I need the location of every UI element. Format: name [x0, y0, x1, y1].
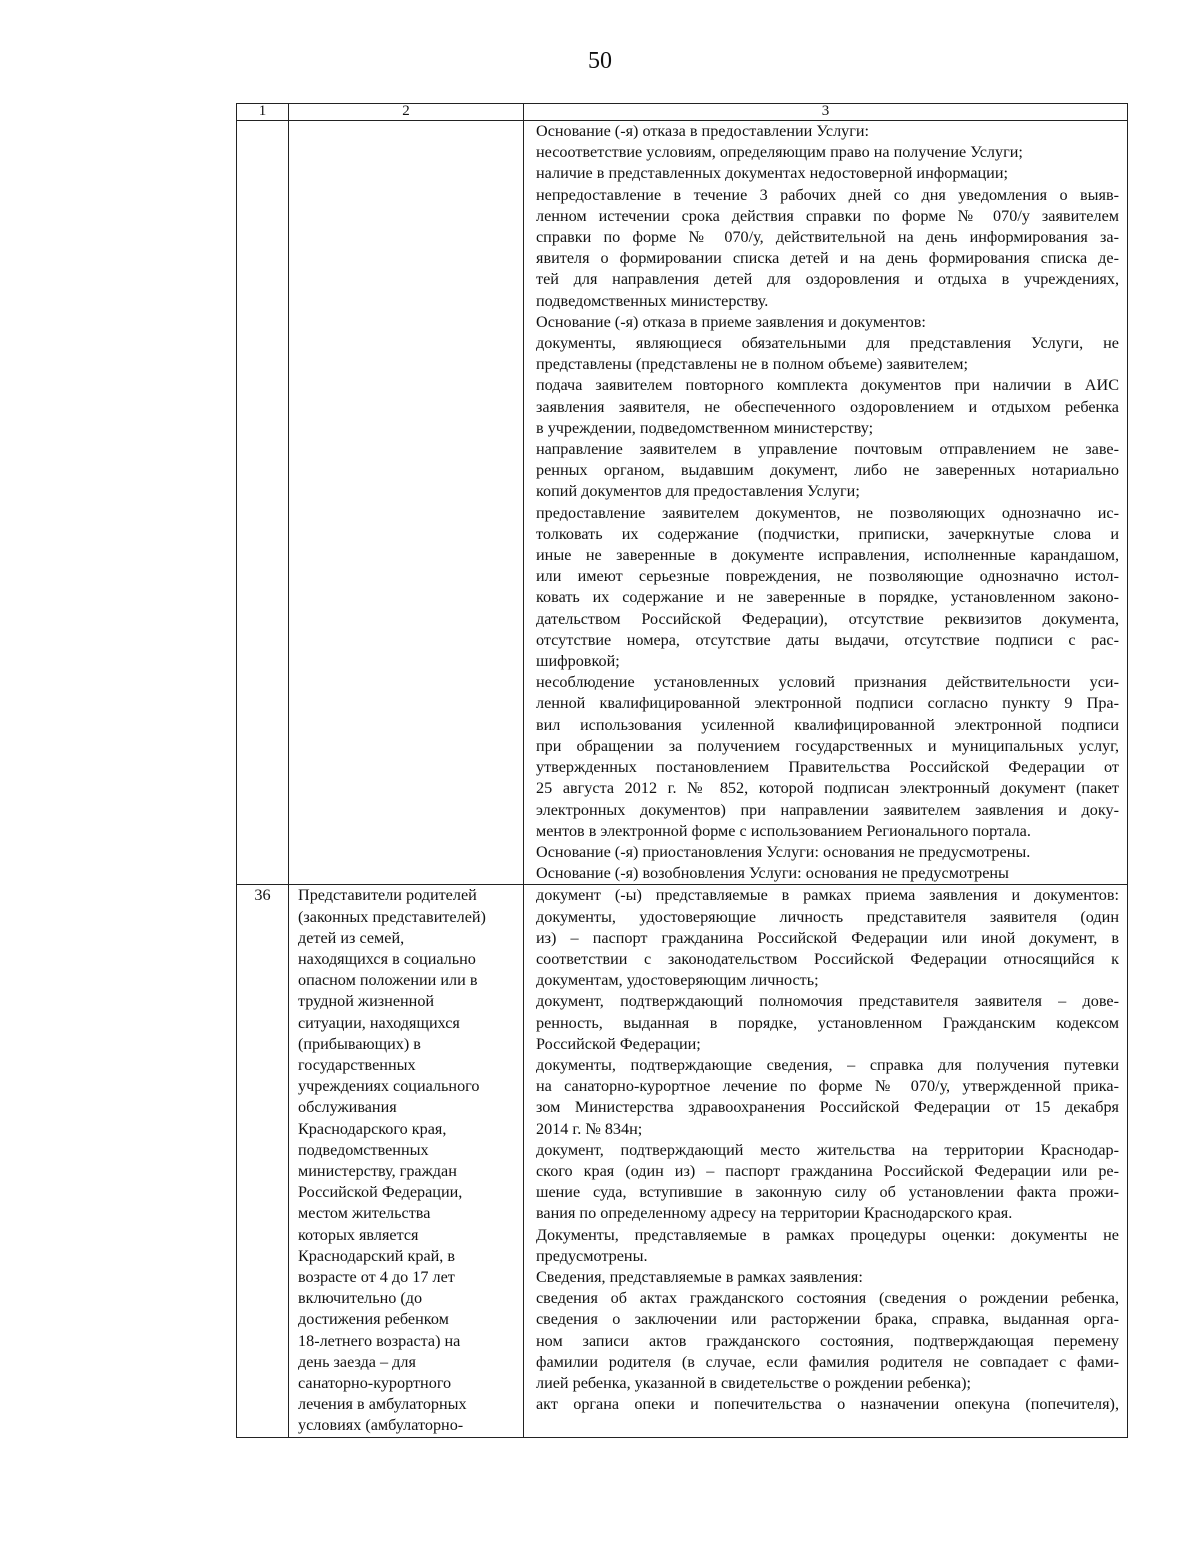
text-line: шение суда, вступившие в законную силу об установлении факта прожи-: [536, 1183, 1119, 1202]
text-line: отсутствие номера, отсутствие даты выдачи, отсутствие подписи с рас-: [536, 630, 1119, 649]
text-line: находящихся в социально: [298, 949, 476, 968]
documents-cell: [524, 885, 1128, 1437]
text-line: 18-летнего возраста) на: [298, 1331, 461, 1350]
text-line: подведомственных министерству.: [536, 291, 769, 310]
text-line: непредоставление в течение 3 рабочих дней со дня уведомления о выяв-: [536, 185, 1119, 204]
text-line: акт органа опеки и попечительства о назначении опекуна (попечителя),: [536, 1395, 1119, 1414]
text-line: которых является: [298, 1225, 419, 1244]
text-line: ментов в электронной форме с использованием Регионального портала.: [536, 821, 1031, 840]
text-line: утвержденных постановлением Правительства Российской Федерации от: [536, 758, 1119, 777]
header-cell-3: 3: [524, 104, 1128, 121]
text-line: (законных представителей): [298, 907, 486, 926]
text-line: направление заявителем в управление почтовым отправлением не заве-: [536, 440, 1119, 459]
text-line: документ, подтверждающий место жительства на территории Краснодар-: [536, 1140, 1119, 1159]
header-cell-1: 1: [237, 104, 289, 121]
text-line: лечения в амбулаторных: [298, 1395, 467, 1414]
text-line: государственных: [298, 1055, 416, 1074]
text-line: лией ребенка, указанной в свидетельстве о рождении ребенка);: [536, 1373, 972, 1392]
services-table: [236, 103, 1128, 1438]
recipient-category-cell: [289, 121, 524, 885]
text-line: Представители родителей: [298, 886, 477, 905]
text-line: достижения ребенком: [298, 1310, 449, 1329]
text-line: тей для направления детей для оздоровления и отдыха в учреждениях,: [536, 270, 1119, 289]
text-line: на санаторно-курортное лечение по форме № 070/у, утвержденной прика-: [536, 1077, 1119, 1096]
text-line: документ, подтверждающий полномочия представителя заявителя – дове-: [536, 992, 1119, 1011]
text-line: соответствии с законодательством Российской Федерации относящийся к: [536, 949, 1119, 968]
text-line: при обращении за получением государственных и муниципальных услуг,: [536, 736, 1119, 755]
text-line: документы, удостоверяющие личность представителя заявителя (один: [536, 907, 1119, 926]
text-line: несоблюдение установленных условий признания действительности уси-: [536, 673, 1119, 692]
text-line: Основание (-я) возобновления Услуги: основания не предусмотрены: [536, 864, 1009, 883]
table-row-continuation: [237, 121, 1128, 885]
text-line: предусмотрены.: [536, 1246, 648, 1265]
text-line: шифровкой;: [536, 652, 620, 671]
text-line: санаторно-курортного: [298, 1373, 452, 1392]
row-number-cell: [237, 121, 289, 885]
recipient-category-cell: [289, 885, 524, 1437]
text-line: Российской Федерации;: [536, 1034, 701, 1053]
text-line: электронных документов) при направлении заявителем заявления и доку-: [536, 800, 1119, 819]
text-line: предоставление заявителем документов, не позволяющих однозначно ис-: [536, 503, 1119, 522]
text-line: заявления заявителя, не обеспеченного оздоровлением и отдыхом ребенка: [536, 397, 1119, 416]
text-line: ленной квалифицированной электронной подписи согласно пункту 9 Пра-: [536, 694, 1119, 713]
row-number-cell: 36: [237, 885, 289, 1437]
page-number: 50: [588, 48, 612, 74]
header-cell-2: 2: [289, 104, 524, 121]
text-line: справки по форме № 070/у, действительной на день информирования за-: [536, 228, 1119, 247]
text-line: документам, удостоверяющим личность;: [536, 971, 819, 990]
text-line: министерству, граждан: [298, 1161, 457, 1180]
text-line: местом жительства: [298, 1204, 431, 1223]
text-line: документы, подтверждающие сведения, – справка для получения путевки: [536, 1055, 1119, 1074]
text-line: Российской Федерации,: [298, 1183, 463, 1202]
text-line: несоответствие условиям, определяющим право на получение Услуги;: [536, 143, 1023, 162]
text-line: дательством Российской Федерации), отсутствие реквизитов документа,: [536, 609, 1119, 628]
text-line: толковать их содержание (подчистки, приписки, зачеркнутые слова и: [536, 524, 1119, 543]
text-line: опасном положении или в: [298, 971, 478, 990]
text-line: зом Министерства здравоохранения Российской Федерации от 15 декабря: [536, 1098, 1119, 1117]
text-line: Основание (-я) отказа в предоставлении Услуги:: [536, 122, 870, 140]
text-line: ном записи актов гражданского состояния, подтверждающая перемену: [536, 1331, 1119, 1350]
text-line: иные не заверенные в документе исправления, исполненные карандашом,: [536, 546, 1119, 565]
text-line: ренность, выданная в порядке, установленном Гражданским кодексом: [536, 1013, 1119, 1032]
text-line: представлены (представлены не в полном объеме) заявителем;: [536, 355, 969, 374]
text-line: в учреждении, подведомственном министерству;: [536, 418, 874, 437]
text-line: ского края (один из) – паспорт гражданина Российской Федерации или ре-: [536, 1161, 1119, 1180]
text-line: документ (-ы) представляемые в рамках приема заявления и документов:: [536, 886, 1119, 905]
text-line: 2014 г. № 834н;: [536, 1119, 643, 1138]
text-line: ковать их содержание и не заверенные в порядке, установленном законо-: [536, 588, 1119, 607]
text-line: ренных органом, выдавшим документ, либо не заверенных нотариально: [536, 461, 1119, 480]
text-line: подача заявителем повторного комплекта документов при наличии в АИС: [536, 376, 1119, 395]
text-line: обслуживания: [298, 1098, 397, 1117]
text-line: детей из семей,: [298, 928, 405, 947]
text-line: Краснодарский край, в: [298, 1246, 456, 1265]
text-line: документы, являющиеся обязательными для представления Услуги, не: [536, 334, 1119, 353]
text-line: Сведения, представляемые в рамках заявления:: [536, 1267, 863, 1286]
text-line: подведомственных: [298, 1140, 429, 1159]
text-line: условиях (амбулаторно-: [298, 1416, 464, 1435]
text-line: ситуации, находящихся: [298, 1013, 460, 1032]
table-header-row: [237, 104, 1128, 121]
text-line: день заезда – для: [298, 1352, 416, 1371]
text-line: включительно (до: [298, 1289, 423, 1308]
text-line: Краснодарского края,: [298, 1119, 447, 1138]
text-line: возрасте от 4 до 17 лет: [298, 1267, 455, 1286]
text-line: Основание (-я) отказа в приеме заявления и документов:: [536, 312, 926, 331]
text-line: сведения о заключении или расторжении брака, справка, выданная орга-: [536, 1310, 1119, 1329]
text-line: сведения об актах гражданского состояния (сведения о рождении ребенка,: [536, 1289, 1119, 1308]
table-row-36: [237, 885, 1128, 1437]
grounds-cell: [524, 121, 1128, 885]
text-line: фамилии родителя (в случае, если фамилия родителя не совпадает с фами-: [536, 1352, 1119, 1371]
text-line: из) – паспорт гражданина Российской Федерации или иной документ, в: [536, 928, 1119, 947]
text-line: учреждениях социального: [298, 1077, 480, 1096]
text-line: явителя о формировании списка детей и на день формирования списка де-: [536, 249, 1119, 268]
text-line: трудной жизненной: [298, 992, 435, 1011]
text-line: (прибывающих) в: [298, 1034, 421, 1053]
text-line: Документы, представляемые в рамках процедуры оценки: документы не: [536, 1225, 1119, 1244]
text-line: Основание (-я) приостановления Услуги: основания не предусмотрены.: [536, 842, 1031, 861]
text-line: 25 августа 2012 г. № 852, которой подписан электронный документ (пакет: [536, 779, 1119, 798]
text-line: копий документов для предоставления Услуги;: [536, 482, 860, 501]
text-line: вания по определенному адресу на территории Краснодарского края.: [536, 1204, 1013, 1223]
text-line: вил использования усиленной квалифицированной электронной подписи: [536, 715, 1119, 734]
text-line: или имеют серьезные повреждения, не позволяющие однозначно истол-: [536, 567, 1119, 586]
text-line: наличие в представленных документах недостоверной информации;: [536, 164, 1008, 183]
text-line: ленном истечении срока действия справки по форме № 070/у заявителем: [536, 206, 1119, 225]
